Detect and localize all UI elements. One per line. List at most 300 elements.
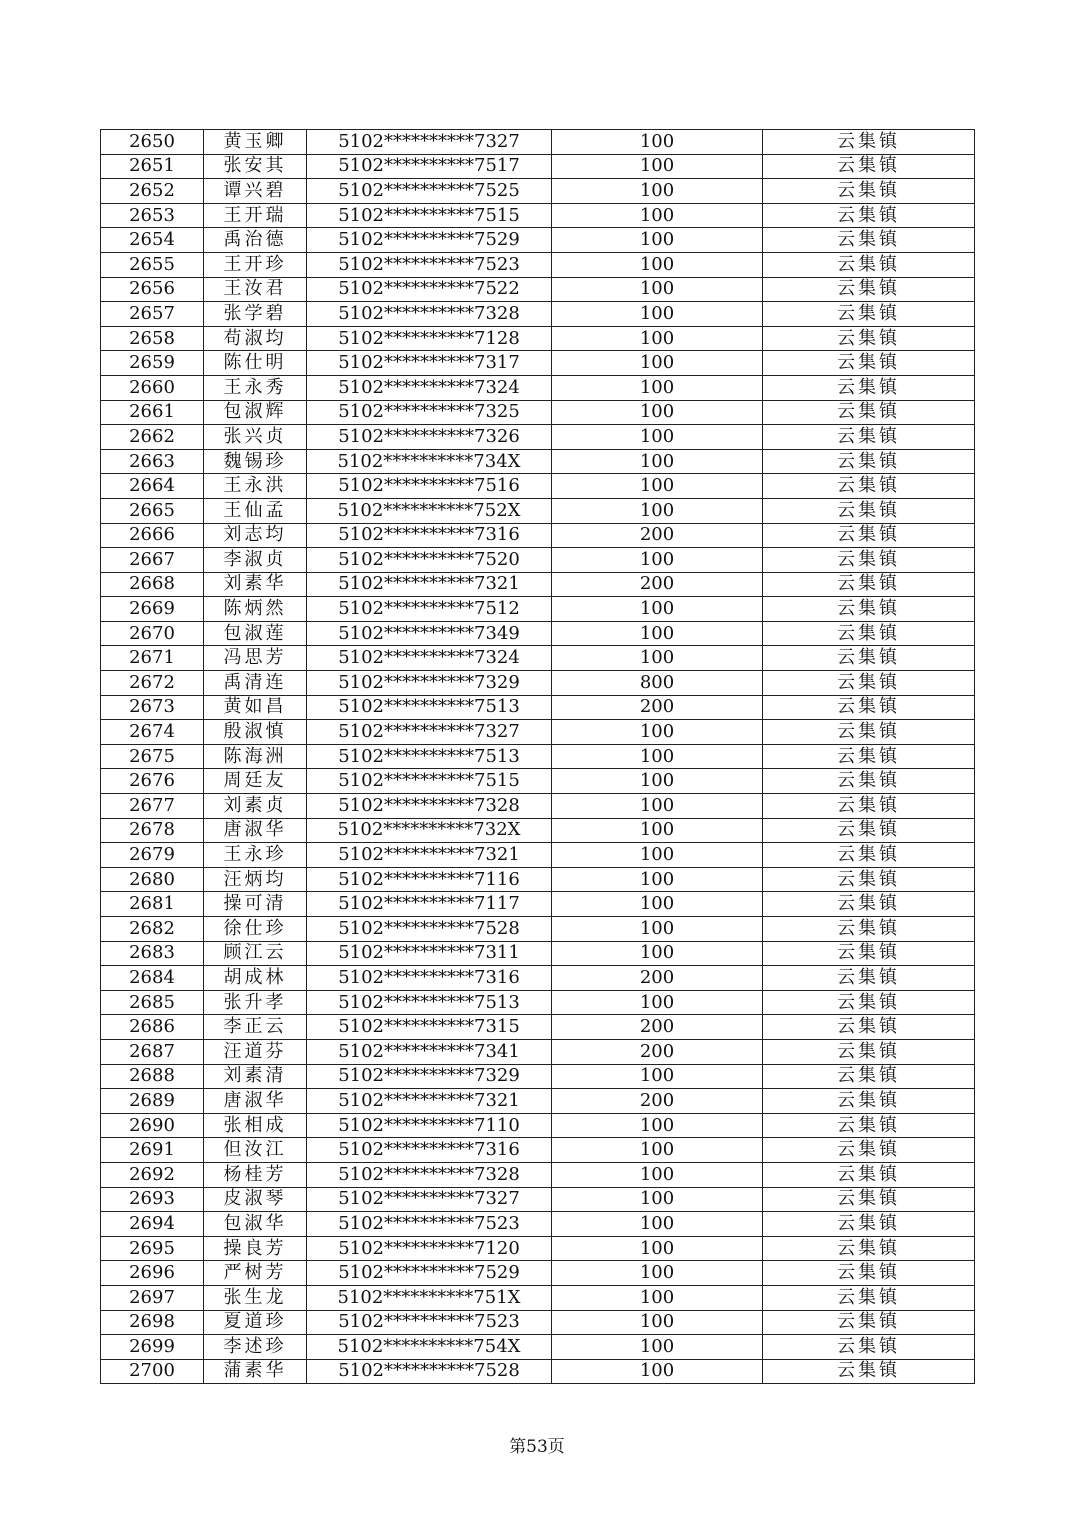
name-cell: 黄如昌 [204,695,307,720]
amount-cell: 100 [552,917,763,942]
name-cell: 刘素贞 [204,794,307,819]
serial-number-cell: 2698 [101,1310,204,1335]
name-cell: 周廷友 [204,769,307,794]
table-row [101,941,975,966]
amount-cell: 100 [552,990,763,1015]
table-row [101,621,975,646]
table-row [101,1187,975,1212]
town-cell: 云集镇 [763,720,975,745]
name-cell: 陈炳然 [204,597,307,622]
serial-number-cell: 2660 [101,375,204,400]
town-cell: 云集镇 [763,646,975,671]
town-cell: 云集镇 [763,154,975,179]
name-cell: 张升孝 [204,990,307,1015]
amount-cell: 200 [552,1089,763,1114]
serial-number-cell: 2679 [101,843,204,868]
amount-cell: 100 [552,597,763,622]
id-number-cell: 5102**********7525 [307,179,552,204]
table-row [101,1138,975,1163]
amount-cell: 200 [552,966,763,991]
table-row [101,695,975,720]
amount-cell: 100 [552,1310,763,1335]
serial-number-cell: 2651 [101,154,204,179]
id-number-cell: 5102**********752X [307,498,552,523]
town-cell: 云集镇 [763,1064,975,1089]
amount-cell: 100 [552,203,763,228]
id-number-cell: 5102**********7523 [307,1212,552,1237]
name-cell: 张生龙 [204,1285,307,1310]
amount-cell: 100 [552,154,763,179]
table-row [101,449,975,474]
serial-number-cell: 2693 [101,1187,204,1212]
serial-number-cell: 2652 [101,179,204,204]
table-row [101,1359,975,1384]
name-cell: 王仙孟 [204,498,307,523]
id-number-cell: 5102**********7321 [307,572,552,597]
amount-cell: 100 [552,548,763,573]
amount-cell: 100 [552,621,763,646]
id-number-cell: 5102**********7329 [307,1064,552,1089]
id-number-cell: 5102**********7523 [307,252,552,277]
amount-cell: 200 [552,572,763,597]
name-cell: 魏锡珍 [204,449,307,474]
table-row [101,818,975,843]
serial-number-cell: 2650 [101,130,204,155]
town-cell: 云集镇 [763,1359,975,1384]
town-cell: 云集镇 [763,744,975,769]
town-cell: 云集镇 [763,621,975,646]
amount-cell: 200 [552,695,763,720]
town-cell: 云集镇 [763,179,975,204]
amount-cell: 100 [552,425,763,450]
serial-number-cell: 2676 [101,769,204,794]
table-row [101,769,975,794]
serial-number-cell: 2655 [101,252,204,277]
name-cell: 张学碧 [204,302,307,327]
amount-cell: 100 [552,1285,763,1310]
serial-number-cell: 2666 [101,523,204,548]
serial-number-cell: 2694 [101,1212,204,1237]
amount-cell: 100 [552,179,763,204]
town-cell: 云集镇 [763,892,975,917]
id-number-cell: 5102**********7128 [307,326,552,351]
name-cell: 操良芳 [204,1236,307,1261]
id-number-cell: 5102**********7528 [307,917,552,942]
serial-number-cell: 2659 [101,351,204,376]
table-row [101,646,975,671]
id-number-cell: 5102**********751X [307,1285,552,1310]
id-number-cell: 5102**********732X [307,818,552,843]
amount-cell: 100 [552,720,763,745]
town-cell: 云集镇 [763,252,975,277]
amount-cell: 100 [552,130,763,155]
serial-number-cell: 2670 [101,621,204,646]
table-row [101,671,975,696]
id-number-cell: 5102**********7515 [307,769,552,794]
name-cell: 严树芳 [204,1261,307,1286]
amount-cell: 100 [552,228,763,253]
serial-number-cell: 2678 [101,818,204,843]
id-number-cell: 5102**********7516 [307,474,552,499]
id-number-cell: 5102**********7110 [307,1113,552,1138]
table-row [101,744,975,769]
table-row [101,1162,975,1187]
table-row [101,1015,975,1040]
id-number-cell: 5102**********7522 [307,277,552,302]
serial-number-cell: 2653 [101,203,204,228]
serial-number-cell: 2675 [101,744,204,769]
amount-cell: 100 [552,867,763,892]
amount-cell: 100 [552,302,763,327]
name-cell: 王永珍 [204,843,307,868]
table-row [101,572,975,597]
amount-cell: 100 [552,1113,763,1138]
id-number-cell: 5102**********7328 [307,1162,552,1187]
name-cell: 刘志均 [204,523,307,548]
town-cell: 云集镇 [763,1236,975,1261]
table-row [101,179,975,204]
town-cell: 云集镇 [763,1015,975,1040]
serial-number-cell: 2682 [101,917,204,942]
name-cell: 胡成林 [204,966,307,991]
name-cell: 夏道珍 [204,1310,307,1335]
amount-cell: 200 [552,1039,763,1064]
id-number-cell: 5102**********7512 [307,597,552,622]
serial-number-cell: 2697 [101,1285,204,1310]
serial-number-cell: 2691 [101,1138,204,1163]
name-cell: 汪道芬 [204,1039,307,1064]
serial-number-cell: 2674 [101,720,204,745]
name-cell: 皮淑琴 [204,1187,307,1212]
town-cell: 云集镇 [763,794,975,819]
table-row [101,523,975,548]
serial-number-cell: 2662 [101,425,204,450]
serial-number-cell: 2671 [101,646,204,671]
name-cell: 陈海洲 [204,744,307,769]
name-cell: 禹治德 [204,228,307,253]
town-cell: 云集镇 [763,917,975,942]
amount-cell: 100 [552,744,763,769]
id-number-cell: 5102**********7326 [307,425,552,450]
amount-cell: 100 [552,375,763,400]
table-row [101,203,975,228]
amount-cell: 100 [552,1359,763,1384]
serial-number-cell: 2663 [101,449,204,474]
table-row [101,1039,975,1064]
id-number-cell: 5102**********7513 [307,695,552,720]
id-number-cell: 5102**********7513 [307,990,552,1015]
serial-number-cell: 2700 [101,1359,204,1384]
name-cell: 包淑辉 [204,400,307,425]
amount-cell: 100 [552,843,763,868]
town-cell: 云集镇 [763,818,975,843]
table-row [101,597,975,622]
name-cell: 李正云 [204,1015,307,1040]
town-cell: 云集镇 [763,548,975,573]
id-number-cell: 5102**********734X [307,449,552,474]
id-number-cell: 5102**********7316 [307,523,552,548]
name-cell: 殷淑慎 [204,720,307,745]
name-cell: 李淑贞 [204,548,307,573]
name-cell: 冯思芳 [204,646,307,671]
serial-number-cell: 2699 [101,1335,204,1360]
table-row [101,1089,975,1114]
name-cell: 徐仕珍 [204,917,307,942]
id-number-cell: 5102**********7325 [307,400,552,425]
id-number-cell: 5102**********7523 [307,1310,552,1335]
id-number-cell: 5102**********7513 [307,744,552,769]
amount-cell: 100 [552,1212,763,1237]
serial-number-cell: 2690 [101,1113,204,1138]
id-number-cell: 5102**********7341 [307,1039,552,1064]
town-cell: 云集镇 [763,523,975,548]
town-cell: 云集镇 [763,130,975,155]
serial-number-cell: 2658 [101,326,204,351]
table-row [101,892,975,917]
town-cell: 云集镇 [763,572,975,597]
serial-number-cell: 2668 [101,572,204,597]
town-cell: 云集镇 [763,375,975,400]
table-row [101,498,975,523]
name-cell: 禹清连 [204,671,307,696]
table-row [101,1236,975,1261]
town-cell: 云集镇 [763,351,975,376]
town-cell: 云集镇 [763,1285,975,1310]
amount-cell: 800 [552,671,763,696]
amount-cell: 100 [552,449,763,474]
amount-cell: 100 [552,474,763,499]
amount-cell: 100 [552,1064,763,1089]
amount-cell: 100 [552,400,763,425]
serial-number-cell: 2680 [101,867,204,892]
name-cell: 操可清 [204,892,307,917]
name-cell: 李述珍 [204,1335,307,1360]
serial-number-cell: 2673 [101,695,204,720]
id-number-cell: 5102**********7311 [307,941,552,966]
amount-cell: 100 [552,818,763,843]
town-cell: 云集镇 [763,597,975,622]
id-number-cell: 5102**********7321 [307,1089,552,1114]
id-number-cell: 5102**********7328 [307,302,552,327]
serial-number-cell: 2685 [101,990,204,1015]
amount-cell: 200 [552,523,763,548]
name-cell: 张兴贞 [204,425,307,450]
town-cell: 云集镇 [763,990,975,1015]
town-cell: 云集镇 [763,1187,975,1212]
amount-cell: 100 [552,769,763,794]
table-row [101,277,975,302]
name-cell: 王开瑞 [204,203,307,228]
serial-number-cell: 2669 [101,597,204,622]
amount-cell: 100 [552,1261,763,1286]
serial-number-cell: 2667 [101,548,204,573]
serial-number-cell: 2681 [101,892,204,917]
id-number-cell: 5102**********7327 [307,1187,552,1212]
serial-number-cell: 2686 [101,1015,204,1040]
name-cell: 张相成 [204,1113,307,1138]
id-number-cell: 5102**********7327 [307,720,552,745]
town-cell: 云集镇 [763,1039,975,1064]
id-number-cell: 5102**********7316 [307,966,552,991]
id-number-cell: 5102**********7329 [307,671,552,696]
name-cell: 顾江云 [204,941,307,966]
name-cell: 王永秀 [204,375,307,400]
name-cell: 陈仕明 [204,351,307,376]
table-row [101,302,975,327]
serial-number-cell: 2672 [101,671,204,696]
serial-number-cell: 2677 [101,794,204,819]
id-number-cell: 5102**********7324 [307,375,552,400]
town-cell: 云集镇 [763,425,975,450]
town-cell: 云集镇 [763,1162,975,1187]
amount-cell: 100 [552,1187,763,1212]
amount-cell: 100 [552,326,763,351]
amount-cell: 100 [552,1162,763,1187]
name-cell: 刘素华 [204,572,307,597]
name-cell: 但汝江 [204,1138,307,1163]
name-cell: 苟淑均 [204,326,307,351]
serial-number-cell: 2695 [101,1236,204,1261]
name-cell: 唐淑华 [204,1089,307,1114]
amount-cell: 100 [552,892,763,917]
serial-number-cell: 2657 [101,302,204,327]
table-row [101,474,975,499]
table-row [101,720,975,745]
id-number-cell: 5102**********7117 [307,892,552,917]
id-number-cell: 5102**********7529 [307,1261,552,1286]
name-cell: 唐淑华 [204,818,307,843]
id-number-cell: 5102**********7116 [307,867,552,892]
name-cell: 张安其 [204,154,307,179]
table-row [101,400,975,425]
town-cell: 云集镇 [763,277,975,302]
serial-number-cell: 2683 [101,941,204,966]
town-cell: 云集镇 [763,1335,975,1360]
name-cell: 王永洪 [204,474,307,499]
serial-number-cell: 2664 [101,474,204,499]
table-row [101,1310,975,1335]
table-row [101,966,975,991]
id-number-cell: 5102**********7324 [307,646,552,671]
name-cell: 王汝君 [204,277,307,302]
town-cell: 云集镇 [763,474,975,499]
table-row [101,154,975,179]
town-cell: 云集镇 [763,1261,975,1286]
town-cell: 云集镇 [763,695,975,720]
table-row [101,425,975,450]
serial-number-cell: 2689 [101,1089,204,1114]
town-cell: 云集镇 [763,966,975,991]
id-number-cell: 5102**********7315 [307,1015,552,1040]
table-row [101,917,975,942]
town-cell: 云集镇 [763,203,975,228]
town-cell: 云集镇 [763,228,975,253]
table-row [101,375,975,400]
town-cell: 云集镇 [763,498,975,523]
id-number-cell: 5102**********7517 [307,154,552,179]
amount-cell: 100 [552,794,763,819]
table-row [101,1064,975,1089]
town-cell: 云集镇 [763,400,975,425]
amount-cell: 100 [552,252,763,277]
id-number-cell: 5102**********754X [307,1335,552,1360]
table-row [101,252,975,277]
amount-cell: 200 [552,1015,763,1040]
town-cell: 云集镇 [763,941,975,966]
table-row [101,1212,975,1237]
id-number-cell: 5102**********7316 [307,1138,552,1163]
id-number-cell: 5102**********7321 [307,843,552,868]
table-row [101,1113,975,1138]
amount-cell: 100 [552,498,763,523]
serial-number-cell: 2661 [101,400,204,425]
amount-cell: 100 [552,1236,763,1261]
name-cell: 包淑莲 [204,621,307,646]
amount-cell: 100 [552,277,763,302]
serial-number-cell: 2687 [101,1039,204,1064]
serial-number-cell: 2654 [101,228,204,253]
serial-number-cell: 2688 [101,1064,204,1089]
town-cell: 云集镇 [763,1113,975,1138]
amount-cell: 100 [552,1138,763,1163]
id-number-cell: 5102**********7120 [307,1236,552,1261]
town-cell: 云集镇 [763,449,975,474]
name-cell: 刘素清 [204,1064,307,1089]
serial-number-cell: 2684 [101,966,204,991]
name-cell: 包淑华 [204,1212,307,1237]
name-cell: 杨桂芳 [204,1162,307,1187]
id-number-cell: 5102**********7520 [307,548,552,573]
table-row [101,867,975,892]
name-cell: 汪炳均 [204,867,307,892]
id-number-cell: 5102**********7515 [307,203,552,228]
id-number-cell: 5102**********7317 [307,351,552,376]
serial-number-cell: 2665 [101,498,204,523]
id-number-cell: 5102**********7327 [307,130,552,155]
serial-number-cell: 2692 [101,1162,204,1187]
table-row [101,1335,975,1360]
table-row [101,326,975,351]
table-row [101,228,975,253]
name-cell: 谭兴碧 [204,179,307,204]
town-cell: 云集镇 [763,1212,975,1237]
table-row [101,794,975,819]
table-row [101,990,975,1015]
name-cell: 黄玉卿 [204,130,307,155]
table-row [101,351,975,376]
table-row [101,1261,975,1286]
town-cell: 云集镇 [763,1310,975,1335]
town-cell: 云集镇 [763,326,975,351]
id-number-cell: 5102**********7529 [307,228,552,253]
name-cell: 王开珍 [204,252,307,277]
table-row [101,130,975,155]
town-cell: 云集镇 [763,843,975,868]
amount-cell: 100 [552,1335,763,1360]
table-row [101,548,975,573]
records-table [100,129,975,1384]
name-cell: 蒲素华 [204,1359,307,1384]
serial-number-cell: 2696 [101,1261,204,1286]
table-row [101,1285,975,1310]
serial-number-cell: 2656 [101,277,204,302]
town-cell: 云集镇 [763,1089,975,1114]
id-number-cell: 5102**********7528 [307,1359,552,1384]
town-cell: 云集镇 [763,671,975,696]
amount-cell: 100 [552,646,763,671]
town-cell: 云集镇 [763,867,975,892]
amount-cell: 100 [552,941,763,966]
